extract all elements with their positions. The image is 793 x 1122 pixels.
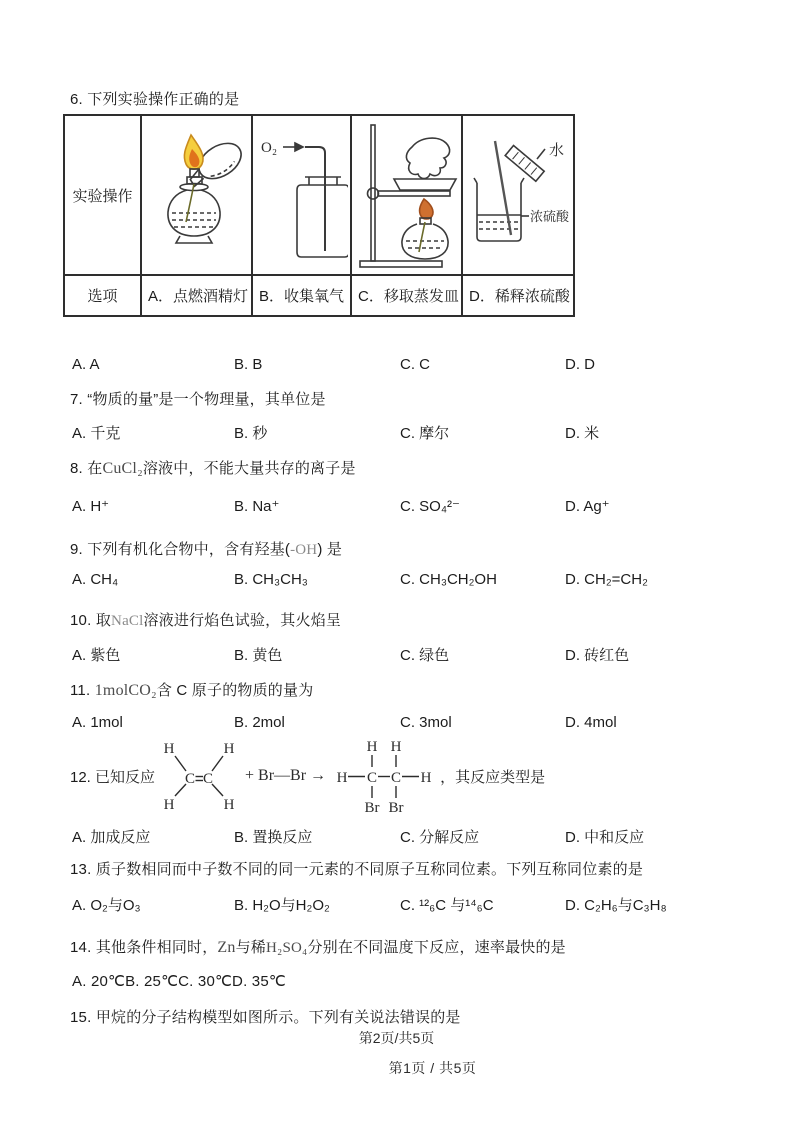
q9-option-a: A. CH₄ — [72, 571, 119, 588]
q10-title-post: 溶液进行焰色试验，其火焰呈 — [143, 612, 342, 629]
q12-title-pre: 12. 已知反应 — [70, 768, 156, 786]
q6-cell-option-d: D．稀释浓硫酸 — [469, 288, 570, 305]
q6-cell-option-c: C．移取蒸发皿 — [352, 276, 463, 315]
q8-title-post: 溶液中，不能大量共存的离子是 — [142, 460, 356, 477]
water-label: 水 — [549, 143, 565, 159]
dibromoethane-structure-icon — [332, 737, 436, 815]
atom-h: H — [163, 797, 175, 813]
q14-formula-zn: Zn — [217, 939, 236, 956]
q10-options-row — [0, 644, 793, 664]
q9-formula: -OH — [290, 542, 318, 558]
footer-page-indicator-2: 第1页 / 共5页 — [388, 1060, 477, 1076]
q11-option-d: D. 4mol — [565, 714, 617, 731]
q9-options-row — [0, 571, 793, 591]
q11-option-c: C. 3mol — [400, 714, 452, 731]
o2-label: O₂ — [261, 140, 278, 156]
q13-option-c: C. ¹²₆C 与¹⁴₆C — [400, 897, 494, 914]
q7-option-d: D. 米 — [565, 425, 600, 442]
q10-title — [70, 609, 341, 630]
atom-h: H — [163, 741, 175, 757]
atom-h: H — [420, 770, 432, 786]
gas-collection-bottle-icon — [255, 119, 348, 271]
q13-option-a: A. O₂与O₃ — [72, 897, 141, 914]
q6-option-d: D. D — [565, 356, 595, 373]
q9-title — [70, 538, 342, 559]
q12-option-c: C. 分解反应 — [400, 829, 480, 846]
q11-option-b: B. 2mol — [234, 714, 285, 731]
q7-option-c: C. 摩尔 — [400, 425, 450, 442]
q9-option-d: D. CH₂=CH₂ — [565, 571, 648, 588]
atom-br: Br — [388, 800, 404, 815]
q7-option-b: B. 秒 — [234, 425, 268, 442]
ethylene-structure-icon — [159, 737, 239, 815]
q6-option-c: C. C — [400, 356, 430, 373]
q9-title-pre: 9. 下列有机化合物中，含有羟基( — [70, 541, 291, 558]
q12-title — [70, 736, 545, 816]
q14-title-mid: 与稀 — [235, 939, 267, 956]
q11-formula: 1molCO₂ — [94, 682, 157, 699]
atom-c: C — [367, 770, 378, 786]
footer-page-indicator-1: 第2页/共5页 — [358, 1030, 435, 1046]
acid-label: 浓硫酸 — [530, 209, 570, 224]
q8-option-a: A. H⁺ — [72, 498, 110, 515]
q6-table — [63, 114, 575, 317]
q13-option-d: D. C₂H₆与C₃H₈ — [565, 897, 667, 914]
q6-table-row1-header: 实验操作 — [65, 116, 142, 276]
atom-h: H — [223, 741, 235, 757]
q8-title — [70, 457, 356, 478]
q12-options-row — [0, 826, 793, 846]
atom-c: C — [391, 770, 402, 786]
q6-cell-option-b: B．收集氧气 — [253, 276, 352, 315]
atom-h: H — [390, 739, 402, 755]
q8-options-row — [0, 497, 793, 517]
evaporating-dish-stand-icon — [354, 119, 459, 271]
q10-title-pre: 10. 取 — [70, 612, 112, 629]
q12-option-b: B. 置换反应 — [234, 829, 313, 846]
q13-options-row — [0, 894, 793, 914]
q12-reaction-mid: + Br—Br → — [245, 767, 327, 784]
q11-options-row — [0, 714, 793, 734]
q8-option-d: D. Ag⁺ — [565, 498, 610, 515]
q14-title — [70, 936, 566, 957]
q6-option-b: B. B — [234, 356, 263, 373]
q12-option-d: D. 中和反应 — [565, 829, 645, 846]
q6-image-c-cell — [352, 116, 463, 276]
atom-c: C — [203, 771, 214, 787]
atom-h: H — [336, 770, 348, 786]
q11-option-a: A. 1mol — [72, 714, 123, 731]
q6-title: 6. 下列实验操作正确的是 — [70, 91, 240, 108]
atom-c: C — [185, 771, 196, 787]
q7-option-a: A. 千克 — [72, 425, 121, 442]
q6-table-row2-header: 选项 — [65, 276, 142, 315]
q9-option-c: C. CH₃CH₂OH — [400, 571, 497, 588]
q12-option-a: A. 加成反应 — [72, 829, 151, 846]
q6-option-a: A. A — [72, 356, 100, 373]
q11-title-pre: 11. — [70, 682, 95, 699]
q6-options-row — [0, 356, 793, 376]
q15-title: 15. 甲烷的分子结构模型如图所示。下列有关说法错误的是 — [70, 1009, 461, 1026]
alcohol-lamp-lighting-icon — [144, 119, 249, 271]
q9-title-post: ) 是 — [317, 541, 343, 558]
q11-title — [70, 679, 313, 700]
q8-option-b: B. Na⁺ — [234, 498, 280, 515]
q6-image-a-cell — [142, 116, 253, 276]
q9-option-b: B. CH₃CH₃ — [234, 571, 308, 588]
q8-formula: CuCl₂ — [102, 460, 143, 477]
q13-title: 13. 质子数相同而中子数不同的同一元素的不同原子互称同位素。下列互称同位素的是 — [70, 861, 644, 878]
q10-option-c: C. 绿色 — [400, 647, 450, 664]
q10-option-a: A. 紫色 — [72, 647, 121, 664]
q10-option-d: D. 砖红色 — [565, 647, 630, 664]
atom-h: H — [366, 739, 378, 755]
q10-formula: NaCl — [111, 613, 144, 629]
q6-image-b-cell — [253, 116, 352, 276]
q6-image-d-cell — [463, 116, 573, 276]
q13-option-b: B. H₂O与H₂O₂ — [234, 897, 330, 914]
q7-options-row — [0, 422, 793, 442]
q14-title-post: 分别在不同温度下反应，速率最快的是 — [307, 939, 566, 956]
q14-formula-h2so4: H₂SO₄ — [266, 940, 308, 956]
acid-dilution-beaker-icon — [465, 119, 571, 271]
q14-options-line: A. 20℃B. 25℃C. 30℃D. 35℃ — [72, 973, 286, 990]
atom-h: H — [223, 797, 235, 813]
q8-option-c: C. SO₄²⁻ — [400, 498, 460, 515]
q7-title: 7. “物质的量”是一个物理量，其单位是 — [70, 391, 326, 408]
q14-title-pre: 14. 其他条件相同时， — [70, 939, 218, 956]
q6-cell-option-a: A．点燃酒精灯 — [142, 276, 253, 315]
atom-br: Br — [364, 800, 380, 815]
q11-title-post: 含 C 原子的物质的量为 — [156, 682, 314, 699]
q10-option-b: B. 黄色 — [234, 647, 283, 664]
q12-title-post: ，其反应类型是 — [440, 768, 546, 786]
q8-title-pre: 8. 在 — [70, 460, 103, 477]
